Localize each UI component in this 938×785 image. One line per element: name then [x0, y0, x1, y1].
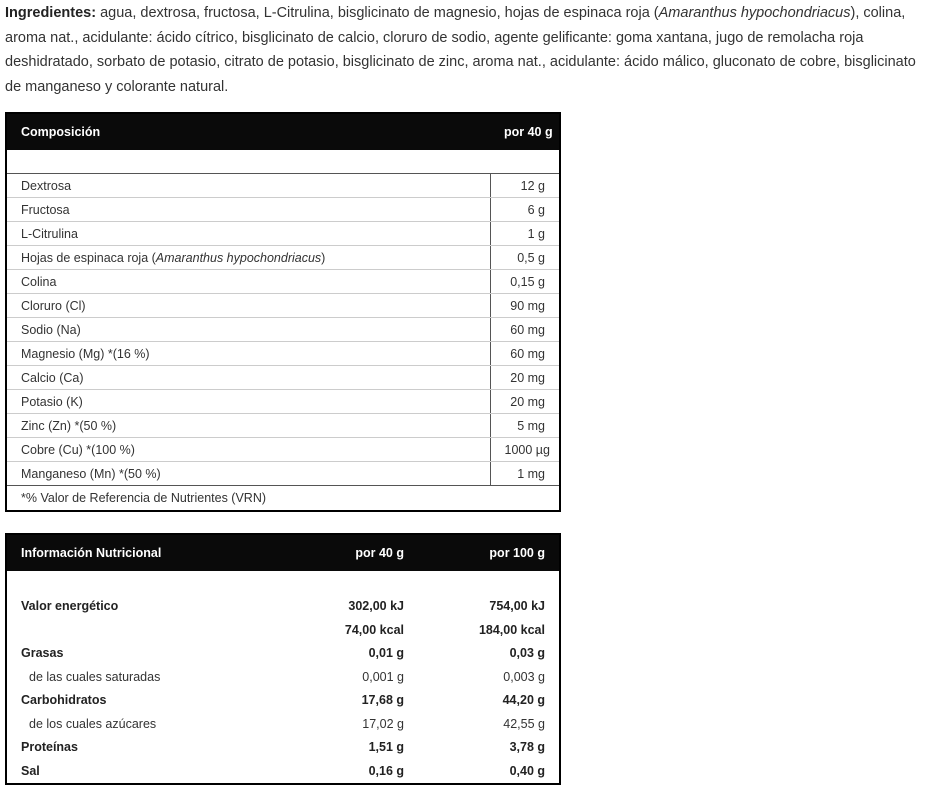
composition-footnote: *% Valor de Referencia de Nutrientes (VRN): [6, 486, 560, 512]
composition-row-name: Potasio (K): [6, 390, 490, 414]
composition-row-value: 20 mg: [490, 366, 560, 390]
nutrition-header-row: [6, 534, 560, 571]
composition-row: [6, 198, 560, 222]
nutrition-row: [6, 595, 560, 619]
composition-row-value: 1 g: [490, 222, 560, 246]
nutrition-row: [6, 759, 560, 784]
nutrition-row-per40: 0,01 g: [368, 646, 404, 661]
composition-row-name: Dextrosa: [6, 174, 490, 198]
nutrition-row-name: de las cuales saturadas: [29, 669, 161, 684]
composition-row-name: Magnesio (Mg) *(16 %): [6, 342, 490, 366]
composition-row-value: 1 mg: [490, 462, 560, 486]
nutrition-row-name: de los cuales azúcares: [29, 716, 157, 731]
composition-row: [6, 462, 560, 486]
composition-table: [5, 112, 561, 512]
nutrition-table: [5, 533, 561, 785]
composition-row-value: 0,15 g: [490, 270, 560, 294]
composition-row-name: [6, 246, 490, 270]
ingredients-paragraph: [5, 1, 935, 99]
nutrition-header-per100: por 100 g: [418, 534, 560, 571]
composition-row: [6, 318, 560, 342]
composition-row-name: Zinc (Zn) *(50 %): [6, 414, 490, 438]
composition-row: [6, 222, 560, 246]
composition-row: [6, 438, 560, 462]
composition-row-name: Manganeso (Mn) *(50 %): [6, 462, 490, 486]
composition-row-name-italic: Amaranthus hypochondriacus: [155, 250, 322, 265]
nutrition-row-name: Sal: [21, 763, 40, 778]
composition-row-value: 0,5 g: [490, 246, 560, 270]
nutrition-row-per40: 74,00 kcal: [344, 622, 404, 637]
composition-row-name: Fructosa: [6, 198, 490, 222]
composition-row: [6, 390, 560, 414]
composition-row: [6, 246, 560, 270]
nutrition-header-per40: por 40 g: [286, 534, 418, 571]
nutrition-row: [6, 736, 560, 760]
composition-row: [6, 366, 560, 390]
ingredients-text-end: ), colina, aroma nat., acidulante: ácido cítrico, bisglicinato de calcio, cloruro de sodio, agente gelificante: goma xantana, jugo de remolacha roja deshidratado, sorbato de potasio, citrato de potasio, bisglicinato de zinc, aroma nat., acidulante: ácido málico, gluconato de cobre, bisglicinato de manganeso y colorante natural.: [5, 5, 916, 95]
composition-row-name: Cobre (Cu) *(100 %): [6, 438, 490, 462]
nutrition-row-name: Proteínas: [21, 740, 78, 755]
composition-row: [6, 174, 560, 198]
nutrition-row: [6, 712, 560, 736]
composition-row-value: 60 mg: [490, 342, 560, 366]
composition-row-value: 5 mg: [490, 414, 560, 438]
nutrition-row-per40: 0,16 g: [368, 763, 404, 778]
nutrition-header-label: Información Nutricional: [6, 534, 286, 571]
nutrition-row-name: Carbohidratos: [21, 693, 107, 708]
nutrition-row: [6, 618, 560, 642]
composition-row-value: 12 g: [490, 174, 560, 198]
composition-header-label: Composición: [6, 113, 490, 150]
nutrition-row-per40: 17,68 g: [361, 693, 404, 708]
ingredients-label: Ingredientes:: [5, 5, 97, 21]
nutrition-row-per100: 184,00 kcal: [478, 622, 545, 637]
nutrition-row: [6, 665, 560, 689]
ingredients-text-start: agua, dextrosa, fructosa, L-Citrulina, bisglicinato de magnesio, hojas de espinaca roja (: [96, 5, 659, 21]
composition-row-value: 1000 µg: [490, 438, 560, 462]
nutrition-row-per100: 44,20 g: [502, 693, 545, 708]
nutrition-row: [6, 689, 560, 713]
nutrition-row-per40: 17,02 g: [362, 716, 404, 731]
nutrition-row-per100: 3,78 g: [509, 740, 545, 755]
nutrition-row-name: Grasas: [21, 646, 64, 661]
composition-row-value: 20 mg: [490, 390, 560, 414]
nutrition-row-name: Valor energético: [21, 599, 119, 614]
composition-row-name: Cloruro (Cl): [6, 294, 490, 318]
composition-row-name-start: Hojas de espinaca roja (: [21, 250, 156, 265]
composition-row-name: Colina: [6, 270, 490, 294]
composition-row-name-end: ): [321, 250, 326, 265]
nutrition-row-per100: 42,55 g: [503, 716, 545, 731]
nutrition-row-per100: 754,00 kJ: [489, 599, 545, 614]
composition-row-name: Sodio (Na): [6, 318, 490, 342]
nutrition-row-per100: 0,03 g: [509, 646, 545, 661]
nutrition-row-per100: 0,003 g: [503, 669, 545, 684]
nutrition-row: [6, 642, 560, 666]
composition-row: [6, 270, 560, 294]
nutrition-row-per40: 302,00 kJ: [348, 599, 404, 614]
nutrition-row-per40: 0,001 g: [362, 669, 404, 684]
nutrition-row-name: [6, 618, 286, 642]
composition-header-row: [6, 113, 560, 150]
composition-row: [6, 294, 560, 318]
composition-row: [6, 342, 560, 366]
composition-header-per: por 40 g: [490, 113, 560, 150]
composition-row-value: 60 mg: [490, 318, 560, 342]
nutrition-row-per40: 1,51 g: [368, 740, 404, 755]
composition-row-name: Calcio (Ca): [6, 366, 490, 390]
nutrition-row-per100: 0,40 g: [509, 763, 545, 778]
ingredients-scientific-name: Amaranthus hypochondriacus: [658, 5, 851, 21]
composition-row-value: 6 g: [490, 198, 560, 222]
composition-row-value: 90 mg: [490, 294, 560, 318]
composition-row: [6, 414, 560, 438]
composition-footnote-row: [6, 486, 560, 512]
composition-row-name: L-Citrulina: [6, 222, 490, 246]
